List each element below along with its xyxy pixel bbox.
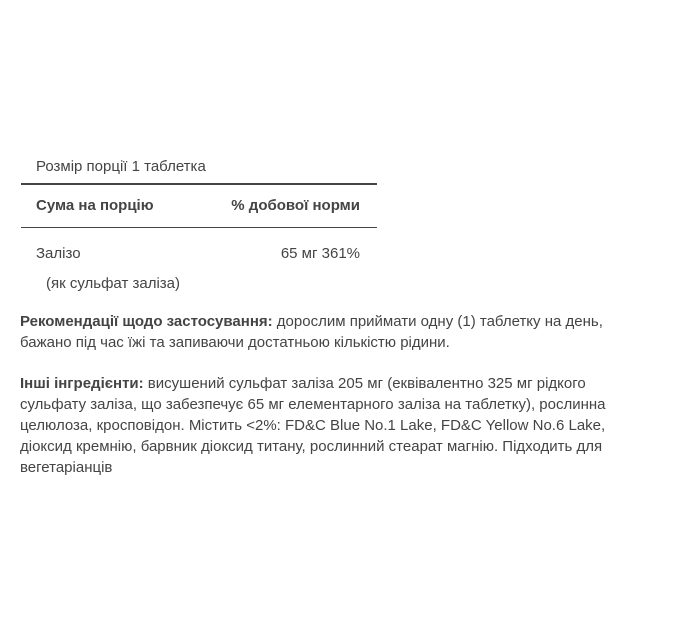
- usage-paragraph: [20, 311, 640, 353]
- other-ingredients-label: Інші інгредієнти:: [20, 375, 144, 392]
- usage-label: Рекомендації щодо застосування:: [20, 313, 273, 330]
- other-ingredients-paragraph: [20, 373, 640, 478]
- usage-text: дорослим приймати одну (1) таблетку на день, бажано під час їжі та запиваючи достатньою кількістю рідини.: [20, 313, 603, 351]
- nutrient-row: [21, 242, 377, 266]
- amount-per-serving-header: Сума на порцію: [36, 197, 154, 214]
- other-ingredients-text: висушений сульфат заліза 205 мг (еквівалентно 325 мг рідкого сульфату заліза, що забезпечує 65 мг елементарного заліза на таблетку), рослинна целюлоза, кросповідон. Містить <2%: FD&C Blue No.1 Lake, FD&C Yellow No.6 Lake, діоксид кремнію, барвник діоксид титану, рослинний стеарат магнію. Підходить для вегетаріанців: [20, 375, 606, 476]
- facts-header-row: [21, 185, 377, 228]
- serving-size: Розмір порції 1 таблетка: [21, 151, 377, 185]
- daily-value-header: % добової норми: [231, 197, 360, 214]
- supplement-facts-table: [21, 151, 377, 296]
- nutrient-value: 65 мг 361%: [280, 245, 360, 262]
- nutrient-note: (як сульфат заліза): [46, 275, 180, 292]
- nutrient-name: Залізо: [36, 245, 81, 262]
